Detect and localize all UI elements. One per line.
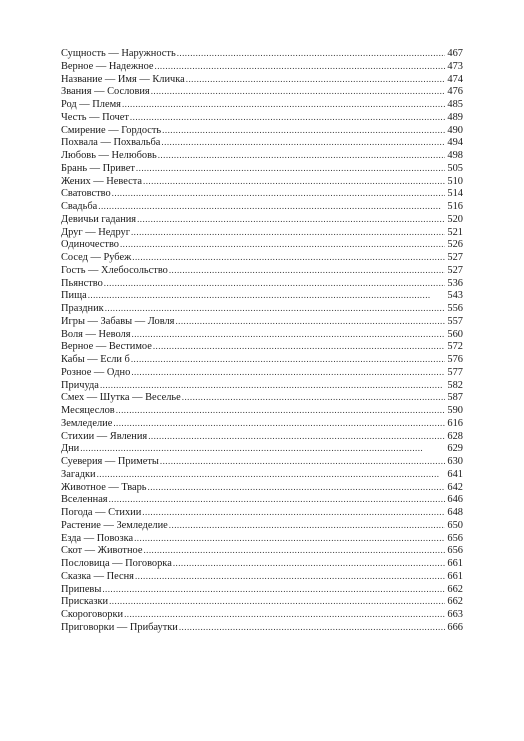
- toc-entry[interactable]: [61, 226, 463, 239]
- toc-entry-page: 641: [447, 468, 463, 480]
- toc-entry[interactable]: [61, 60, 463, 73]
- toc-entry-page: 590: [447, 405, 463, 416]
- toc-entry-title: Смех — Шутка — Веселье: [61, 392, 181, 404]
- toc-entry-title: Загадки: [61, 468, 96, 480]
- toc-entry-page: 666: [447, 621, 463, 633]
- toc-entry[interactable]: [61, 557, 463, 570]
- toc-entry-page: 467: [447, 48, 463, 59]
- toc-entry-title: Животное — Тварь: [61, 481, 147, 493]
- toc-entry-page: 490: [447, 124, 463, 136]
- toc-entry-title: Пословица — Поговорка: [61, 558, 172, 569]
- toc-dot-leader: [80, 442, 445, 455]
- toc-entry[interactable]: [61, 621, 463, 634]
- toc-entry-page: 656: [447, 545, 463, 557]
- toc-dot-leader: [109, 493, 446, 506]
- toc-entry-page: 526: [447, 239, 463, 251]
- toc-entry[interactable]: [61, 315, 463, 328]
- toc-entry-title: Дни: [61, 443, 80, 455]
- toc-dot-leader: [173, 557, 446, 570]
- toc-entry-page: 648: [447, 507, 463, 518]
- toc-dot-leader: [98, 200, 445, 213]
- toc-entry[interactable]: [61, 187, 463, 200]
- toc-entry[interactable]: [61, 289, 463, 302]
- toc-entry-page: 494: [447, 137, 463, 149]
- toc-entry[interactable]: [61, 124, 463, 137]
- toc-entry-title: Сказка — Песня: [61, 570, 134, 582]
- toc-dot-leader: [136, 162, 445, 175]
- toc-entry-page: 587: [447, 392, 463, 404]
- toc-entry-title: Верное — Надежное: [61, 60, 154, 72]
- toc-dot-leader: [132, 251, 445, 264]
- toc-dot-leader: [148, 430, 445, 443]
- toc-dot-leader: [120, 238, 445, 251]
- toc-entry-title: Скороговорки: [61, 609, 124, 620]
- toc-entry-page: 576: [447, 354, 463, 365]
- toc-entry-page: 498: [447, 150, 463, 161]
- toc-entry-page: 628: [447, 430, 463, 442]
- toc-entry-page: 527: [447, 252, 463, 263]
- toc-entry-page: 474: [447, 73, 463, 85]
- toc-entry[interactable]: [61, 442, 463, 455]
- toc-entry-page: 476: [447, 86, 463, 98]
- toc-dot-leader: [97, 468, 446, 481]
- toc-entry-title: Праздник: [61, 303, 104, 314]
- toc-entry[interactable]: [61, 379, 463, 392]
- toc-entry-page: 473: [447, 60, 463, 72]
- toc-entry-title: Суеверия — Приметы: [61, 456, 159, 467]
- toc-entry-page: 536: [447, 277, 463, 289]
- toc-entry-title: Стихии — Явления: [61, 430, 148, 442]
- toc-entry[interactable]: [61, 200, 463, 213]
- toc-dot-leader: [155, 60, 446, 73]
- toc-entry-page: 662: [447, 596, 463, 608]
- toc-dot-leader: [100, 379, 445, 392]
- toc-entry[interactable]: [61, 340, 463, 353]
- toc-entry-title: Верное — Вестимое: [61, 341, 152, 353]
- toc-entry-page: 485: [447, 99, 463, 110]
- toc-dot-leader: [177, 47, 446, 60]
- toc-dot-leader: [105, 302, 446, 315]
- toc-entry-page: 543: [447, 290, 463, 302]
- toc-entry[interactable]: [61, 417, 463, 430]
- toc-entry-title: Причуда: [61, 379, 99, 391]
- toc-dot-leader: [131, 353, 446, 366]
- toc-dot-leader: [131, 366, 445, 379]
- toc-dot-leader: [169, 519, 446, 532]
- toc-entry[interactable]: [61, 73, 463, 86]
- toc-dot-leader: [113, 417, 445, 430]
- toc-entry-title: Род — Племя: [61, 99, 121, 110]
- toc-entry-page: 662: [447, 583, 463, 595]
- toc-dot-leader: [116, 404, 446, 417]
- toc-dot-leader: [130, 111, 445, 124]
- toc-entry[interactable]: [61, 506, 463, 519]
- toc-entry-title: Девичьи гадания: [61, 213, 137, 225]
- toc-entry[interactable]: [61, 328, 463, 341]
- toc-entry-page: 616: [447, 417, 463, 429]
- toc-dot-leader: [137, 213, 445, 226]
- toc-entry-title: Свадьба: [61, 201, 98, 212]
- toc-entry-page: 661: [447, 570, 463, 582]
- toc-entry[interactable]: [61, 391, 463, 404]
- toc-entry-page: 520: [447, 213, 463, 225]
- toc-entry[interactable]: [61, 149, 463, 162]
- toc-entry-title: Кабы — Если б: [61, 354, 130, 365]
- toc-entry[interactable]: [61, 570, 463, 583]
- toc-entry-title: Брань — Привет: [61, 162, 135, 174]
- toc-entry-page: 505: [447, 162, 463, 174]
- toc-entry-page: 663: [447, 609, 463, 620]
- toc-entry-title: Пьянство: [61, 277, 103, 289]
- toc-entry-page: 572: [447, 341, 463, 353]
- toc-entry-page: 650: [447, 519, 463, 531]
- toc-entry-title: Название — Имя — Кличка: [61, 73, 185, 85]
- toc-dot-leader: [142, 506, 445, 519]
- toc-dot-leader: [104, 277, 446, 290]
- toc-entry-page: 642: [447, 481, 463, 493]
- toc-entry-page: 557: [447, 315, 463, 327]
- toc-dot-leader: [132, 328, 446, 341]
- toc-dot-leader: [160, 455, 446, 468]
- toc-entry-title: Земледелие: [61, 417, 113, 429]
- toc-entry[interactable]: [61, 213, 463, 226]
- toc-entry-title: Розное — Одно: [61, 366, 131, 378]
- toc-dot-leader: [143, 175, 445, 188]
- toc-entry-title: Друг — Недруг: [61, 226, 130, 238]
- toc-entry[interactable]: [61, 162, 463, 175]
- toc-dot-leader: [88, 289, 446, 302]
- toc-entry[interactable]: [61, 481, 463, 494]
- toc-entry-page: 560: [447, 328, 463, 340]
- toc-entry-title: Сосед — Рубеж: [61, 252, 132, 263]
- toc-entry-title: Похвала — Похвальба: [61, 137, 161, 149]
- toc-entry-title: Присказки: [61, 596, 109, 608]
- toc-entry[interactable]: [61, 493, 463, 506]
- toc-entry-title: Любовь — Нелюбовь: [61, 150, 157, 161]
- toc-dot-leader: [109, 595, 445, 608]
- toc-dot-leader: [175, 315, 445, 328]
- toc-entry[interactable]: [61, 519, 463, 532]
- toc-entry-title: Пища: [61, 290, 87, 302]
- toc-entry-page: 516: [447, 201, 463, 212]
- toc-entry-page: 556: [447, 303, 463, 314]
- toc-entry[interactable]: [61, 98, 463, 111]
- toc-entry[interactable]: [61, 47, 463, 60]
- toc-entry[interactable]: [61, 238, 463, 251]
- toc-entry-title: Честь — Почет: [61, 111, 129, 123]
- toc-entry-title: Сущность — Наружность: [61, 48, 176, 59]
- toc-entry[interactable]: [61, 583, 463, 596]
- toc-dot-leader: [179, 621, 446, 634]
- toc-entry-page: 577: [447, 366, 463, 378]
- toc-dot-leader: [122, 98, 445, 111]
- toc-entry-title: Растение — Земледелие: [61, 519, 168, 531]
- toc-entry-page: 629: [447, 443, 463, 455]
- toc-entry[interactable]: [61, 544, 463, 557]
- toc-entry[interactable]: [61, 468, 463, 481]
- toc-entry[interactable]: [61, 430, 463, 443]
- toc-entry-title: Воля — Неволя: [61, 328, 131, 340]
- toc-entry[interactable]: [61, 608, 463, 621]
- toc-entry-page: 661: [447, 558, 463, 569]
- toc-entry[interactable]: [61, 264, 463, 277]
- toc-dot-leader: [158, 149, 446, 162]
- toc-entry-page: 521: [447, 226, 463, 238]
- toc-entry[interactable]: [61, 404, 463, 417]
- toc-entry-title: Смирение — Гордость: [61, 124, 162, 136]
- toc-entry[interactable]: [61, 111, 463, 124]
- toc-entry-page: 527: [447, 264, 463, 276]
- toc-entry-page: 489: [447, 111, 463, 123]
- toc-entry[interactable]: [61, 85, 463, 98]
- toc-entry[interactable]: [61, 595, 463, 608]
- toc-entry-page: 582: [447, 379, 463, 391]
- toc-dot-leader: [143, 544, 445, 557]
- toc-entry[interactable]: [61, 353, 463, 366]
- toc-entry[interactable]: [61, 455, 463, 468]
- toc-dot-leader: [112, 187, 446, 200]
- toc-dot-leader: [135, 570, 445, 583]
- toc-dot-leader: [162, 124, 445, 137]
- toc-entry-title: Погода — Стихии: [61, 507, 142, 518]
- toc-entry-title: Сватовство: [61, 188, 111, 200]
- table-of-contents: [61, 47, 463, 634]
- toc-dot-leader: [134, 532, 445, 545]
- toc-entry-page: 630: [447, 456, 463, 467]
- toc-dot-leader: [186, 73, 446, 86]
- toc-dot-leader: [148, 481, 446, 494]
- toc-entry[interactable]: [61, 277, 463, 290]
- toc-dot-leader: [102, 583, 445, 596]
- toc-entry-title: Приговорки — Прибаутки: [61, 621, 178, 633]
- toc-entry-title: Одиночество: [61, 239, 119, 251]
- toc-entry-title: Звания — Сословия: [61, 86, 150, 98]
- toc-entry[interactable]: [61, 175, 463, 188]
- toc-entry[interactable]: [61, 366, 463, 379]
- toc-entry[interactable]: [61, 532, 463, 545]
- toc-dot-leader: [124, 608, 445, 621]
- toc-dot-leader: [131, 226, 445, 239]
- toc-entry-page: 510: [447, 175, 463, 187]
- toc-entry-title: Езда — Повозка: [61, 532, 134, 544]
- toc-entry-title: Вселенная: [61, 494, 108, 506]
- toc-entry[interactable]: [61, 302, 463, 315]
- toc-entry[interactable]: [61, 251, 463, 264]
- toc-entry-page: 656: [447, 532, 463, 544]
- toc-dot-leader: [161, 136, 445, 149]
- toc-entry-page: 646: [447, 494, 463, 506]
- toc-dot-leader: [169, 264, 446, 277]
- toc-entry-title: Игры — Забавы — Ловля: [61, 315, 175, 327]
- toc-entry-title: Припевы: [61, 583, 102, 595]
- toc-entry-title: Месяцеслов: [61, 405, 115, 416]
- toc-dot-leader: [151, 85, 446, 98]
- toc-entry[interactable]: [61, 136, 463, 149]
- toc-entry-title: Скот — Животное: [61, 545, 143, 557]
- toc-dot-leader: [153, 340, 446, 353]
- toc-entry-title: Жених — Невеста: [61, 175, 143, 187]
- toc-entry-title: Гость — Хлебосольство: [61, 264, 168, 276]
- toc-dot-leader: [182, 391, 446, 404]
- toc-entry-page: 514: [447, 188, 463, 200]
